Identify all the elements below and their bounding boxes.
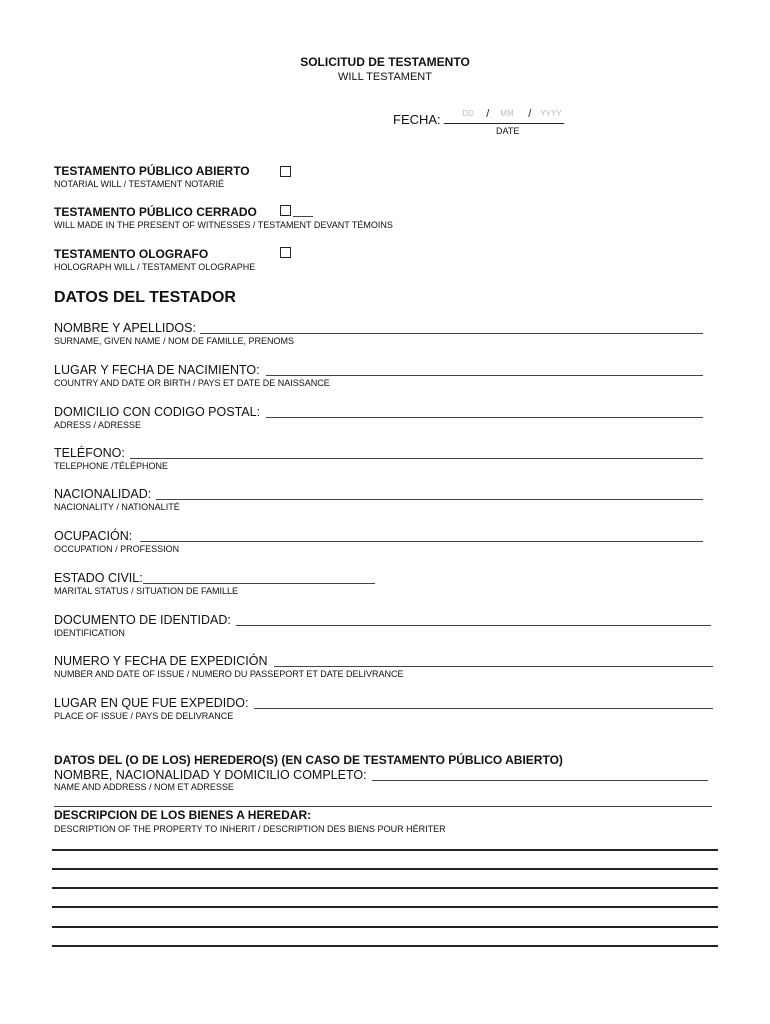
- field-label: DOCUMENTO DE IDENTIDAD:: [54, 613, 231, 627]
- field-subtitle: IDENTIFICATION: [54, 628, 125, 638]
- option-title: TESTAMENTO OLOGRAFO: [54, 247, 209, 261]
- field-subtitle: NUMBER AND DATE OF ISSUE / NUMERO DU PASSEPORT ET DATE DELIVRANCE: [54, 669, 404, 679]
- checkbox-public-open[interactable]: [280, 166, 291, 177]
- field-input-line[interactable]: [274, 666, 713, 667]
- property-line[interactable]: [52, 887, 718, 889]
- option-subtitle: NOTARIAL WILL / TESTAMENT NOTARIÉ: [54, 179, 225, 189]
- checkbox-holograph[interactable]: [280, 247, 291, 258]
- property-heading: DESCRIPCION DE LOS BIENES A HEREDAR:: [54, 808, 312, 822]
- property-line[interactable]: [52, 906, 718, 908]
- option-subtitle: HOLOGRAPH WILL / TESTAMENT OLOGRAPHE: [54, 262, 256, 272]
- form-title: SOLICITUD DE TESTAMENTO: [300, 55, 470, 69]
- date-year-placeholder: YYYY: [540, 109, 562, 118]
- field-subtitle: MARITAL STATUS / SITUATION DE FAMILLE: [54, 586, 239, 596]
- date-field[interactable]: [444, 108, 564, 124]
- field-subtitle: SURNAME, GIVEN NAME / NOM DE FAMILLE, PRENOMS: [54, 336, 295, 346]
- field-input-line[interactable]: [200, 333, 703, 334]
- option-underline: [293, 216, 313, 217]
- date-caption: DATE: [496, 126, 520, 136]
- field-input-line[interactable]: [130, 458, 703, 459]
- field-subtitle: NACIONALITY / NATIONALITÉ: [54, 502, 180, 512]
- option-subtitle: WILL MADE IN THE PRESENT OF WITNESSES / TESTAMENT DEVANT TÉMOINS: [54, 220, 393, 230]
- date-day-placeholder: DD: [462, 109, 474, 118]
- heirs-heading: DATOS DEL (O DE LOS) HEREDERO(S) (EN CASO DE TESTAMENTO PÚBLICO ABIERTO): [54, 753, 563, 767]
- field-label: NACIONALIDAD:: [54, 487, 152, 501]
- field-label: LUGAR Y FECHA DE NACIMIENTO:: [54, 363, 260, 377]
- field-input-line[interactable]: [236, 625, 711, 626]
- field-subtitle: COUNTRY AND DATE OR BIRTH / PAYS ET DATE DE NAISSANCE: [54, 378, 330, 388]
- property-line[interactable]: [52, 849, 718, 851]
- date-month-placeholder: MM: [500, 109, 514, 118]
- field-input-line[interactable]: [266, 417, 703, 418]
- field-label: NOMBRE Y APELLIDOS:: [54, 321, 196, 335]
- field-label: DOMICILIO CON CODIGO POSTAL:: [54, 405, 261, 419]
- property-subtitle: DESCRIPTION OF THE PROPERTY TO INHERIT / DESCRIPTION DES BIENS POUR HÉRITER: [54, 824, 446, 834]
- field-input-line[interactable]: [266, 375, 703, 376]
- field-label: LUGAR EN QUE FUE EXPEDIDO:: [54, 696, 249, 710]
- option-title: TESTAMENTO PÚBLICO ABIERTO: [54, 164, 250, 178]
- field-label: TELÉFONO:: [54, 446, 125, 460]
- date-separator: /: [486, 108, 490, 120]
- field-input-line[interactable]: [156, 499, 703, 500]
- property-line[interactable]: [52, 926, 718, 928]
- field-input-line[interactable]: [143, 583, 375, 584]
- date-separator: /: [528, 108, 532, 120]
- option-title: TESTAMENTO PÚBLICO CERRADO: [54, 205, 257, 219]
- field-label: NUMERO Y FECHA DE EXPEDICIÓN: [54, 654, 268, 668]
- heirs-input-line[interactable]: [372, 780, 708, 781]
- field-subtitle: TELEPHONE /TÉLÉPHONE: [54, 461, 169, 471]
- field-input-line[interactable]: [254, 708, 713, 709]
- form-subtitle: WILL TESTAMENT: [338, 71, 432, 83]
- field-subtitle: ADRESS / ADRESSE: [54, 420, 142, 430]
- property-line[interactable]: [52, 945, 718, 947]
- field-subtitle: PLACE OF ISSUE / PAYS DE DELIVRANCE: [54, 711, 234, 721]
- checkbox-public-closed[interactable]: [280, 205, 291, 216]
- field-label: ESTADO CIVIL:: [54, 571, 143, 585]
- heirs-extra-line[interactable]: [54, 806, 712, 807]
- property-line[interactable]: [52, 868, 718, 870]
- field-subtitle: OCCUPATION / PROFESSION: [54, 544, 180, 554]
- field-label: OCUPACIÓN:: [54, 529, 133, 543]
- field-input-line[interactable]: [140, 541, 703, 542]
- section-heading-testator: DATOS DEL TESTADOR: [54, 289, 236, 306]
- heirs-label: NOMBRE, NACIONALIDAD Y DOMICILIO COMPLETO:: [54, 768, 367, 782]
- date-row: [393, 108, 564, 127]
- date-label: FECHA:: [393, 112, 441, 127]
- heirs-subtitle: NAME AND ADDRESS / NOM ET ADRESSE: [54, 782, 234, 792]
